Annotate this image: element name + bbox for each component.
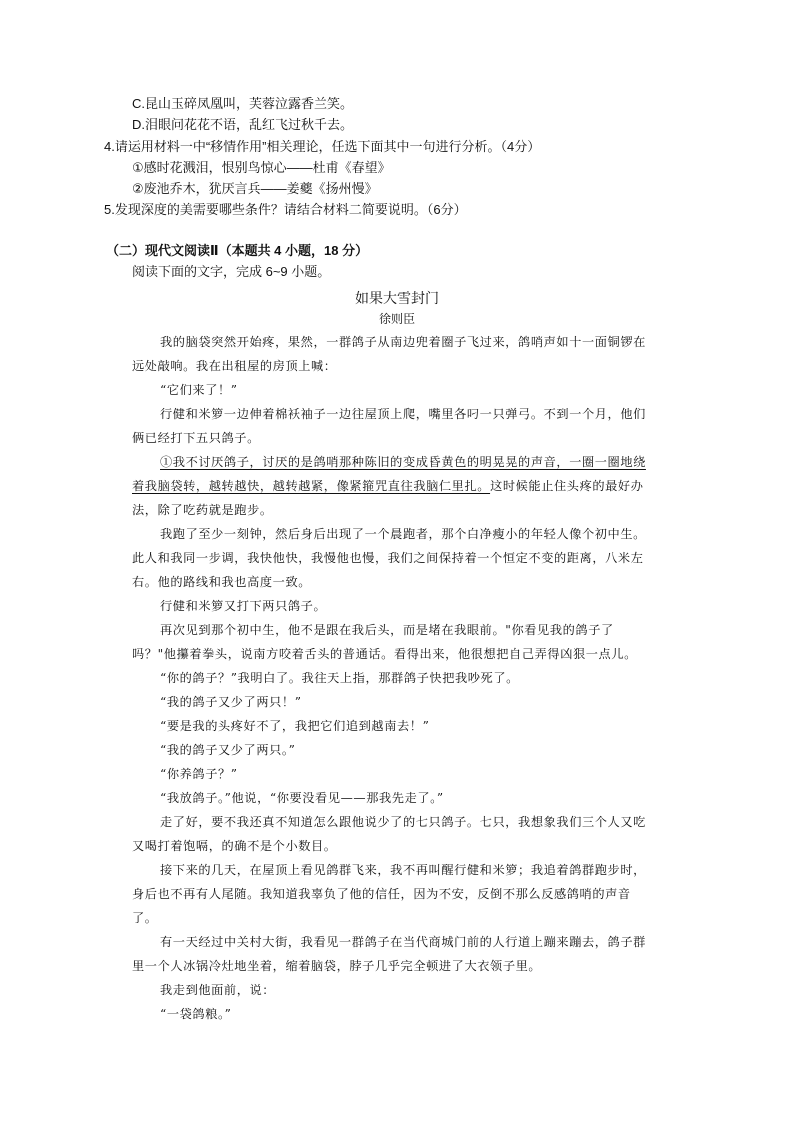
paragraph-line: 再次见到那个初中生，他不是跟在我后头，而是堵在我眼前。"你看见我的鸽子了 xyxy=(160,623,614,637)
dialogue-line: “它们来了！” xyxy=(160,383,238,397)
question-4-choice-1: ①感时花溅泪，恨别鸟惊心——杜甫《春望》 xyxy=(132,160,391,175)
paragraph-line: 了。 xyxy=(132,911,158,925)
section-heading: （二）现代文阅读Ⅱ（本题共 4 小题，18 分） xyxy=(106,243,369,258)
dialogue-line: “我的鸽子又少了两只！” xyxy=(160,695,302,709)
paragraph-line: 又喝打着饱嗝，的确不是个小数目。 xyxy=(132,839,337,853)
paragraph-line: 远处敲响。我在出租屋的房顶上喊： xyxy=(132,359,337,373)
paragraph-line: 我的脑袋突然开始疼，果然，一群鸽子从南边兜着圈子飞过来，鸽哨声如十一面铜锣在 xyxy=(160,335,646,349)
option-c: C.昆山玉碎凤凰叫，芙蓉泣露香兰笑。 xyxy=(132,96,354,111)
article-title: 如果大雪封门 xyxy=(355,290,439,306)
dialogue-line: “你的鸽子？”我明白了。我往天上指，那群鸽子快把我吵死了。 xyxy=(160,671,519,685)
dialogue-line: “一袋鸽粮。” xyxy=(160,1007,232,1021)
paragraph-line: 行健和米箩一边伸着棉袄袖子一边往屋顶上爬，嘴里各叼一只弹弓。不到一个月，他们 xyxy=(160,407,646,421)
underlined-sentence-1: ①我不讨厌鸽子，讨厌的是鸽哨那种陈旧的变成昏黄色的明晃晃的声音，一圈一圈地绕 xyxy=(160,455,646,469)
option-d: D.泪眼问花花不语，乱红飞过秋千去。 xyxy=(132,117,354,132)
question-4: 4.请运用材料一中“移情作用”相关理论，任选下面其中一句进行分析。（4分） xyxy=(104,139,541,154)
paragraph-line: 有一天经过中关村大街，我看见一群鸽子在当代商城门前的人行道上蹦来蹦去，鸽子群 xyxy=(160,935,646,949)
paragraph-line: 里一个人冰锅冷灶地坐着，缩着脑袋，脖子几乎完全顿进了大衣领子里。 xyxy=(132,959,542,973)
underlined-sentence-1-end: 着我脑袋转，越转越快，越转越紧，像紧箍咒直往我脑仁里扎。 xyxy=(132,479,491,493)
paragraph-line: 走了好，要不我还真不知道怎么跟他说少了的七只鸽子。七只，我想象我们三个人又吃 xyxy=(160,815,646,829)
paragraph-line: 行健和米箩又打下两只鸽子。 xyxy=(160,599,327,613)
paragraph-line: 我走到他面前，说： xyxy=(160,983,276,997)
paragraph-line-tail: 这时候能止住头疼的最好办 xyxy=(490,479,644,493)
question-5: 5.发现深度的美需要哪些条件？请结合材料二简要说明。（6分） xyxy=(104,202,467,217)
dialogue-line: “我放鸽子。”他说，“你要没看见——那我先走了。” xyxy=(160,791,444,805)
paragraph-line xyxy=(132,477,644,495)
dialogue-line: “你养鸽子？” xyxy=(160,767,238,781)
paragraph-line: 身后也不再有人尾随。我知道我辜负了他的信任，因为不安，反倒不那么反感鸽哨的声音 xyxy=(132,887,631,901)
section-instruction: 阅读下面的文字，完成 6~9 小题。 xyxy=(132,264,331,279)
dialogue-line: “我的鸽子又少了两只。” xyxy=(160,743,296,757)
article-author: 徐则臣 xyxy=(378,312,415,326)
paragraph-line: 法，除了吃药就是跑步。 xyxy=(132,503,273,517)
paragraph-line: 接下来的几天，在屋顶上看见鸽群飞来，我不再叫醒行健和米箩；我追着鸽群跑步时， xyxy=(160,863,646,877)
paragraph-line: 右。他的路线和我也高度一致。 xyxy=(132,575,312,589)
paragraph-line: 吗？"他攥着拳头，说南方咬着舌头的普通话。看得出来，他很想把自己弄得凶狠一点儿。 xyxy=(132,647,637,661)
dialogue-line: “要是我的头疼好不了，我把它们追到越南去！” xyxy=(160,719,430,733)
paragraph-line: 俩已经打下五只鸽子。 xyxy=(132,431,260,445)
paragraph-line: 此人和我同一步调，我快他快，我慢他也慢，我们之间保持着一个恒定不变的距离，八米左 xyxy=(132,551,644,565)
question-4-choice-2: ②废池乔木，犹厌言兵——姜夔《扬州慢》 xyxy=(132,181,378,196)
paragraph-line: 我跑了至少一刻钟，然后身后出现了一个晨跑者，那个白净瘦小的年轻人像个初中生。 xyxy=(160,527,646,541)
